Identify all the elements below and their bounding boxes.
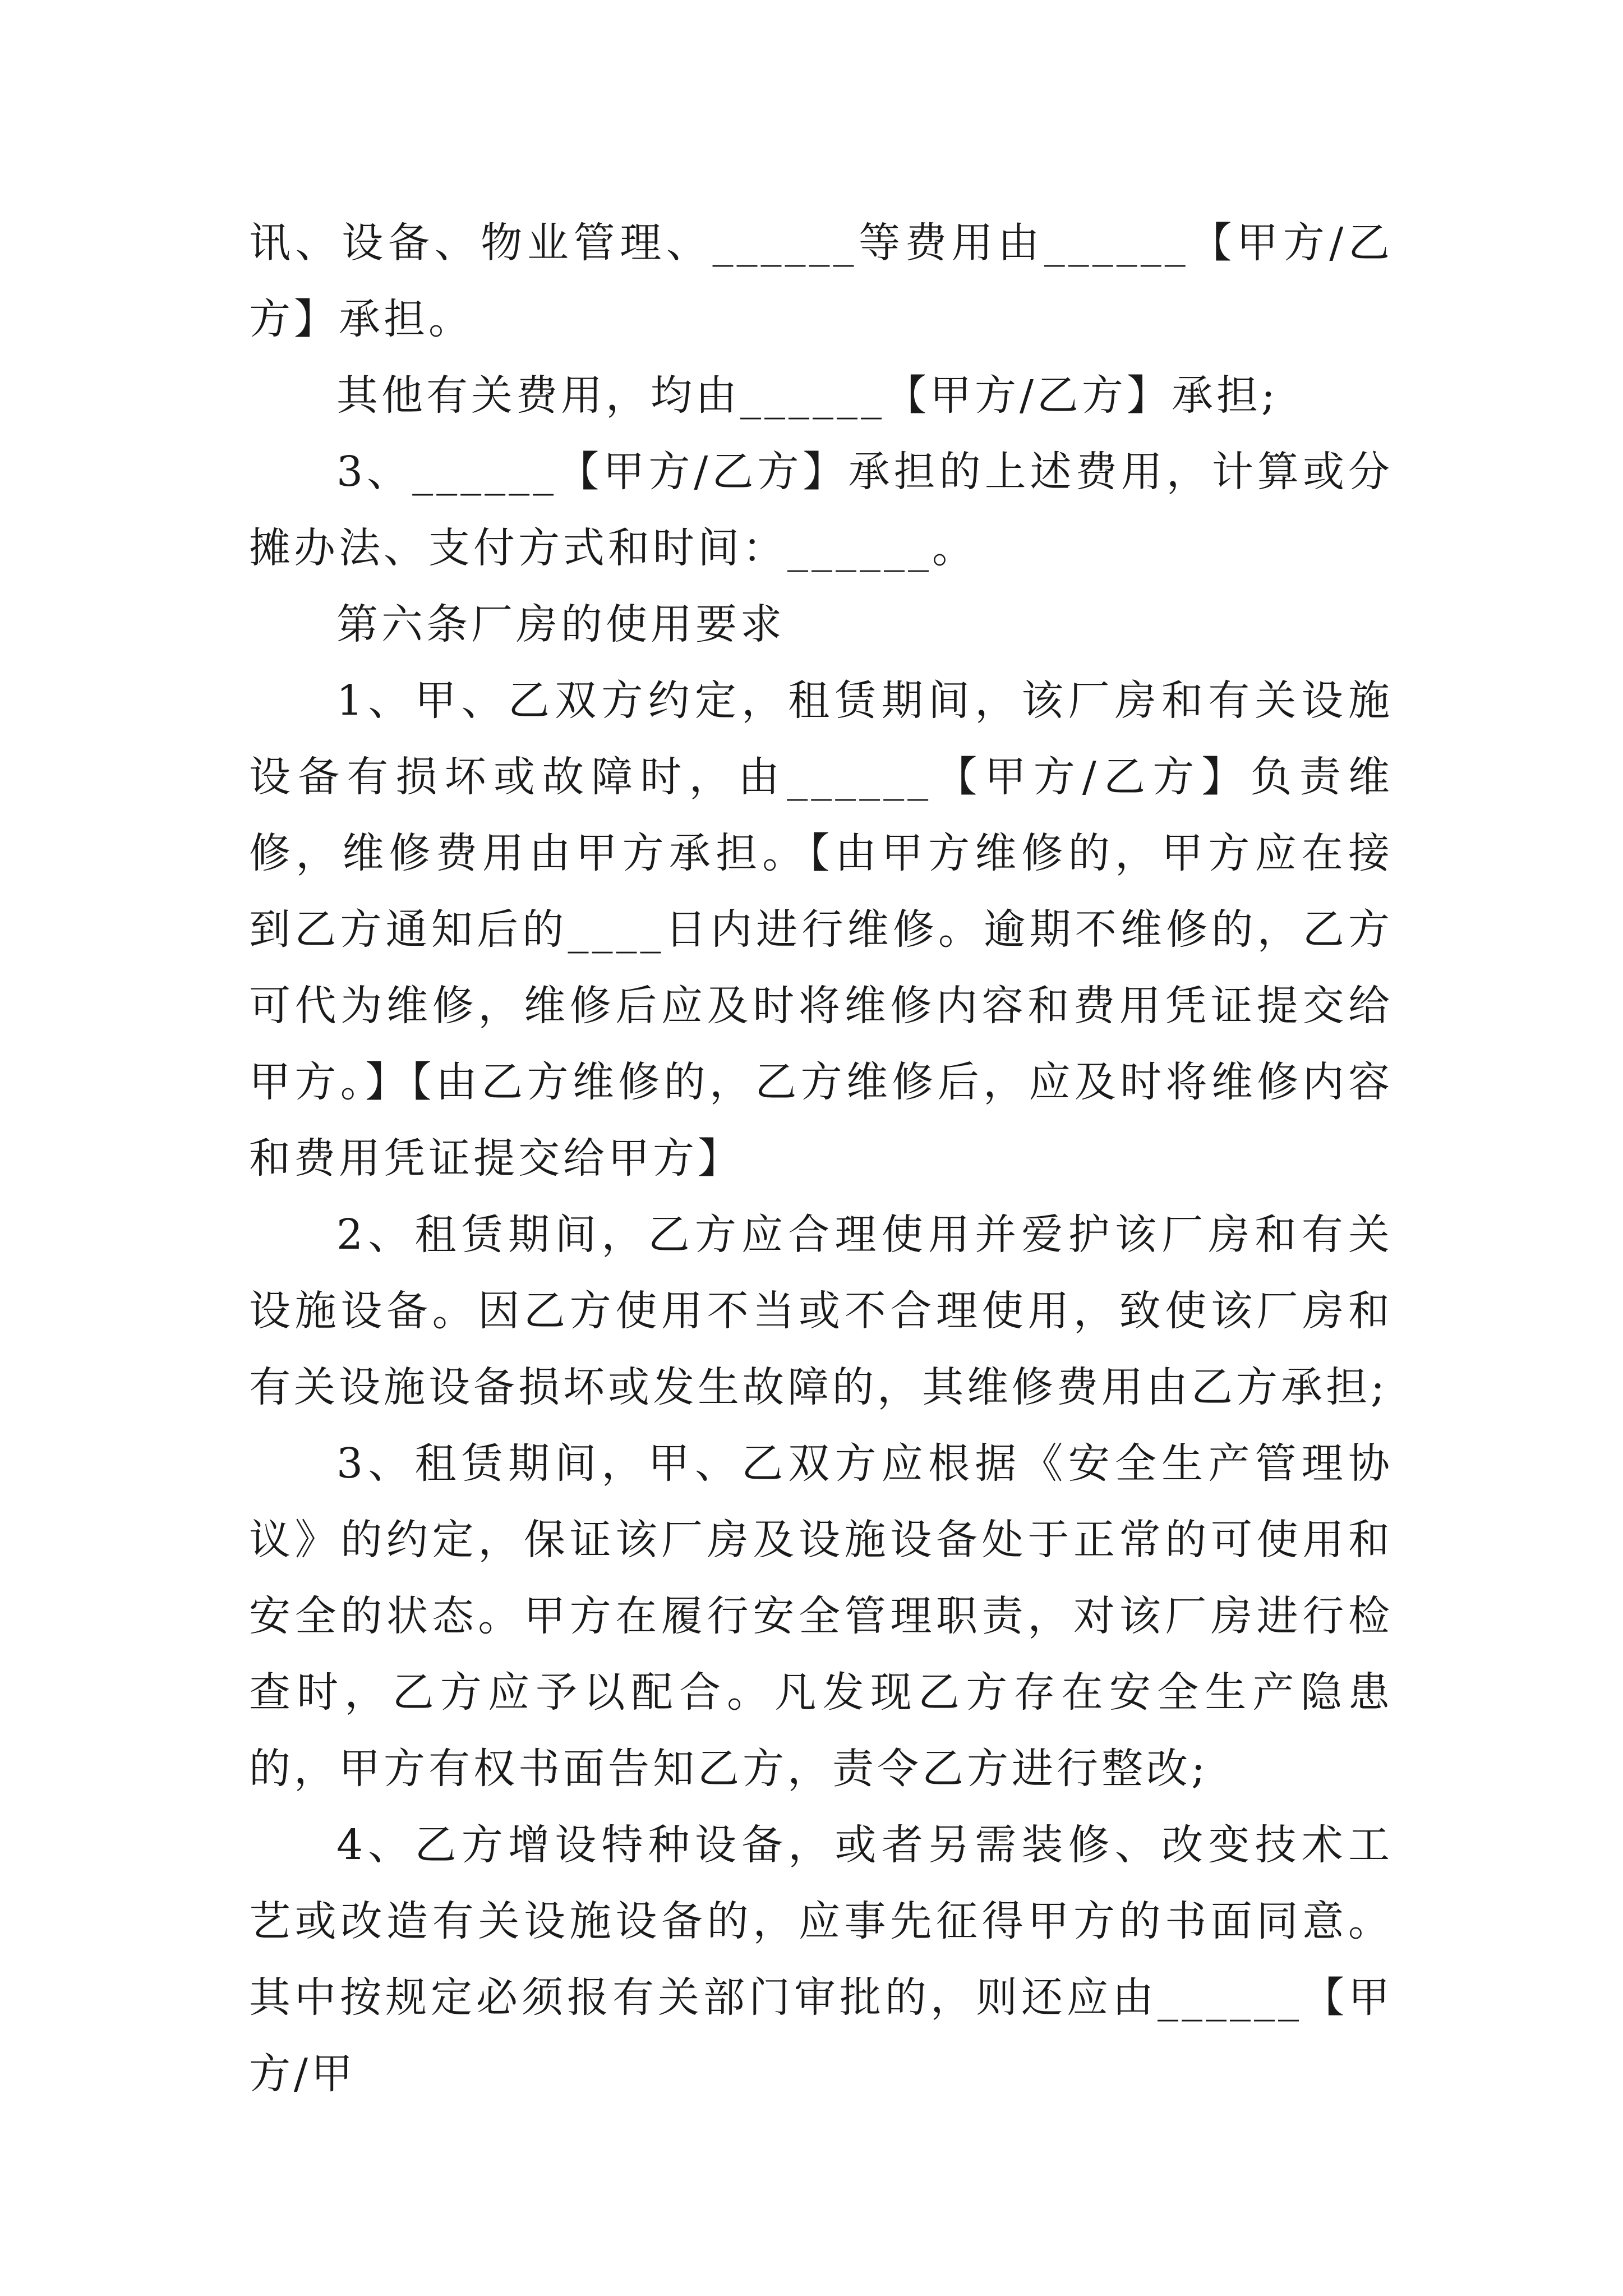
paragraph-proper-use: 2、租赁期间，乙方应合理使用并爱护该厂房和有关设施设备。因乙方使用不当或不合理使用，致使该厂房和有关设施设备损坏或发生故障的，其维修费用由乙方承担; bbox=[249, 1211, 1393, 1411]
section-heading-article-6: 第六条厂房的使用要求 bbox=[336, 600, 785, 648]
paragraph-equipment-modification: 4、乙方增设特种设备，或者另需装修、改变技术工艺或改造有关设施设备的，应事先征得甲方的书面同意。其中按规定必须报有关部门审批的，则还应由______【甲方/甲 bbox=[249, 1821, 1393, 2098]
contract-text-body bbox=[249, 205, 1393, 2112]
paragraph-fee-items: 讯、设备、物业管理、______等费用由______【甲方/乙方】承担。 bbox=[249, 219, 1393, 343]
paragraph-other-fees: 其他有关费用，均由______【甲方/乙方】承担; bbox=[336, 371, 1279, 420]
paragraph-repair-responsibility: 1、甲、乙双方约定，租赁期间，该厂房和有关设施设备有损坏或故障时，由______【甲方/乙方】负责维修，维修费用由甲方承担。【由甲方维修的，甲方应在接到乙方通知后的____日内进行维修。逾期不维修的，乙方可代为维修，维修后应及时将维修内容和费用凭证提交给甲方。】【由乙方维修的，乙方维修后，应及时将维修内容和费用凭证提交给甲方】 bbox=[249, 677, 1393, 1182]
paragraph-fee-calculation: 3、______【甲方/乙方】承担的上述费用，计算或分摊办法、支付方式和时间：______。 bbox=[249, 448, 1393, 572]
paragraph-safety-management: 3、租赁期间，甲、乙双方应根据《安全生产管理协议》的约定，保证该厂房及设施设备处于正常的可使用和安全的状态。甲方在履行安全管理职责，对该厂房进行检查时，乙方应予以配合。凡发现乙方存在安全生产隐患的，甲方有权书面告知乙方，责令乙方进行整改; bbox=[249, 1439, 1393, 1793]
